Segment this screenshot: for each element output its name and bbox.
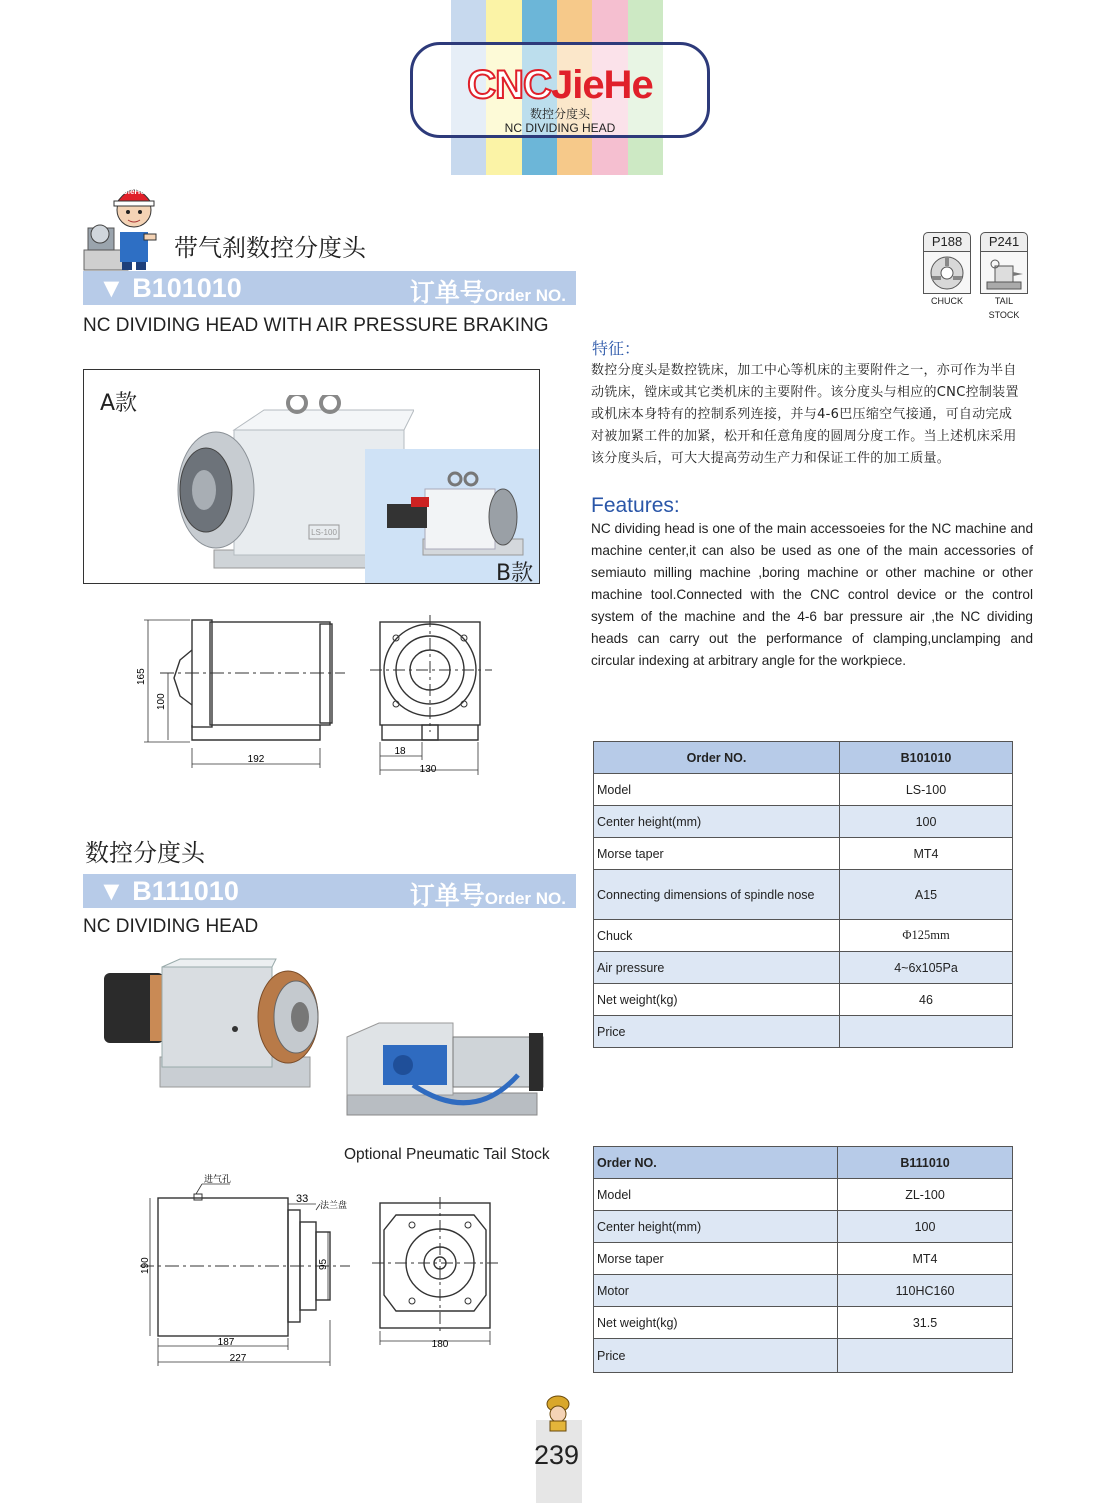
table-row [594, 920, 1013, 952]
ref-chuck[interactable] [923, 232, 971, 308]
ref-chuck-page: P188 [923, 232, 971, 252]
table1-label: Model [594, 774, 840, 806]
ref-tailstock-page: P241 [980, 232, 1028, 252]
product1-side-drawing [130, 610, 350, 780]
table1-value [840, 1016, 1013, 1048]
product1-photo-frame [83, 369, 540, 584]
table1-label: Connecting dimensions of spindle nose [594, 870, 840, 920]
logo-subtitle-cn: 数控分度头 [529, 107, 590, 121]
features-cn-text: 数控分度头是数控铣床，加工中心等机床的主要附件之一，亦可作为半自动铣床，镗床或其它类机床的主要附件。该分度头与相应的CNC控制装置或机床本身特有的控制系列连接，并与4-6巴压缩空气接通，可自动完成对被加紧工件的加紧，松开和任意角度的圆周分度工作。当上述机床采用该分度头后，可大大提高劳动生产力和保证工件的加工质量。 [591, 363, 1019, 466]
table2-label: Model [594, 1179, 838, 1211]
dim-227: 227 [229, 1353, 247, 1364]
dim-95: 95 [318, 1258, 329, 1270]
variant-a-plate: LS-100 [311, 528, 337, 537]
dim-33: 33 [296, 1193, 309, 1205]
table1-label: Air pressure [594, 952, 840, 984]
brand-logo [410, 42, 710, 138]
table-row [594, 1211, 1013, 1243]
ref-chuck-caption: CHUCK [930, 296, 963, 306]
product2-front-drawing [368, 1195, 503, 1355]
table-row [594, 1275, 1013, 1307]
table2-value: MT4 [838, 1243, 1013, 1275]
product1-front-drawing [360, 610, 500, 780]
table2-value: 100 [838, 1211, 1013, 1243]
table1-label: Chuck [594, 920, 840, 952]
table-row [594, 1307, 1013, 1339]
product1-order-label [410, 273, 566, 309]
table1-header-1: B101010 [840, 742, 1013, 774]
table-row [594, 1243, 1013, 1275]
logo-wordmark [413, 63, 707, 107]
table1-label: Price [594, 1016, 840, 1048]
page-number: 239 [534, 1440, 580, 1470]
logo-subtitle-en: NC DIVIDING HEAD [504, 121, 616, 135]
product1-cn-title: 带气刹数控分度头 [174, 234, 366, 262]
table2-label: Price [594, 1339, 838, 1373]
table-row [594, 1016, 1013, 1048]
table-row [594, 1339, 1013, 1373]
table-row [594, 984, 1013, 1016]
logo-jiehe: JieHe [550, 63, 653, 107]
dim-180: 180 [431, 1339, 449, 1350]
table2-value [838, 1339, 1013, 1373]
table1-label: Net weight(kg) [594, 984, 840, 1016]
table1-label: Morse taper [594, 838, 840, 870]
features-en-heading: Features: [591, 494, 680, 517]
order-label-cn: 订单号 [409, 278, 485, 307]
product2-order-label [410, 876, 566, 912]
product2-order-bar [83, 874, 576, 908]
spec-table-b101010 [593, 741, 1013, 1048]
table-row [594, 952, 1013, 984]
features-en-text: NC dividing head is one of the main accessoeies for the NC machine and machine center,it can also be used as one of the main accessories of semiauto milling machine ,boring machine or other machine or other machine tool.Connected with the CNC control device or the control system of the machine and the 4-6 bar pressure air ,the NC dividing heads can carry out the performance of clamping,unclamping and circular indexing at arbitrary angle for the workpiece. [591, 521, 1033, 668]
table1-value: Φ125mm [840, 920, 1013, 952]
table1-value: A15 [840, 870, 1013, 920]
table2-label: Net weight(kg) [594, 1307, 838, 1339]
dim-187: 187 [217, 1337, 235, 1348]
table1-value: 46 [840, 984, 1013, 1016]
table-row [594, 838, 1013, 870]
dim-190: 190 [140, 1257, 151, 1274]
table2-label: Center height(mm) [594, 1211, 838, 1243]
table1-value: MT4 [840, 838, 1013, 870]
table2-value: 31.5 [838, 1307, 1013, 1339]
tail-stock-caption: Optional Pneumatic Tail Stock [344, 1146, 550, 1163]
product1-order-bar [83, 271, 576, 305]
table2-value: ZL-100 [838, 1179, 1013, 1211]
table2-header-1: B111010 [838, 1147, 1013, 1179]
air-inlet-label: 进气孔 [204, 1174, 232, 1184]
table-row [594, 806, 1013, 838]
flange-label: 法兰盘 [320, 1200, 348, 1210]
product2-cn-title: 数控分度头 [85, 839, 205, 867]
table-row [594, 1179, 1013, 1211]
logo-cnc: CNC [467, 63, 551, 107]
product1-order-code: ▼ B101010 [98, 273, 242, 303]
variant-b-label: B款 [496, 561, 534, 586]
table1-header-0: Order NO. [594, 742, 840, 774]
table-row [594, 870, 1013, 920]
order-label-en: Order NO. [484, 889, 566, 908]
table2-header-0: Order NO. [594, 1147, 838, 1179]
tailstock-icon [980, 252, 1028, 294]
mascot-cap-text: JieHe [123, 187, 145, 196]
variant-a-label: A款 [100, 391, 138, 416]
table1-value: 100 [840, 806, 1013, 838]
chuck-icon [923, 252, 971, 294]
dim-100: 100 [156, 693, 167, 710]
order-label-cn: 订单号 [409, 881, 485, 910]
table1-value: 4~6x105Pa [840, 952, 1013, 984]
product1-en-title: NC DIVIDING HEAD WITH AIR PRESSURE BRAKING [83, 315, 549, 336]
dim-130: 130 [419, 764, 437, 775]
ref-tailstock[interactable] [980, 232, 1028, 320]
product2-en-title: NC DIVIDING HEAD [83, 916, 259, 937]
features-cn-heading: 特征： [592, 339, 641, 358]
table2-label: Morse taper [594, 1243, 838, 1275]
table1-label: Center height(mm) [594, 806, 840, 838]
table2-label: Motor [594, 1275, 838, 1307]
footer-mascot-icon [540, 1394, 576, 1434]
table-row [594, 774, 1013, 806]
dim-192: 192 [247, 754, 265, 765]
table2-value: 110HC160 [838, 1275, 1013, 1307]
mascot-icon [82, 172, 162, 272]
order-label-en: Order NO. [484, 286, 566, 305]
product2-order-code: ▼ B111010 [98, 876, 239, 906]
table1-value: LS-100 [840, 774, 1013, 806]
spec-table-b111010 [593, 1146, 1013, 1373]
tail-stock-photo [343, 1015, 548, 1125]
ref-tailstock-caption: TAIL STOCK [988, 296, 1020, 320]
product2-side-drawing [130, 1170, 355, 1370]
dim-18: 18 [394, 746, 406, 757]
product2-photo [100, 955, 330, 1125]
dim-165: 165 [136, 668, 147, 685]
